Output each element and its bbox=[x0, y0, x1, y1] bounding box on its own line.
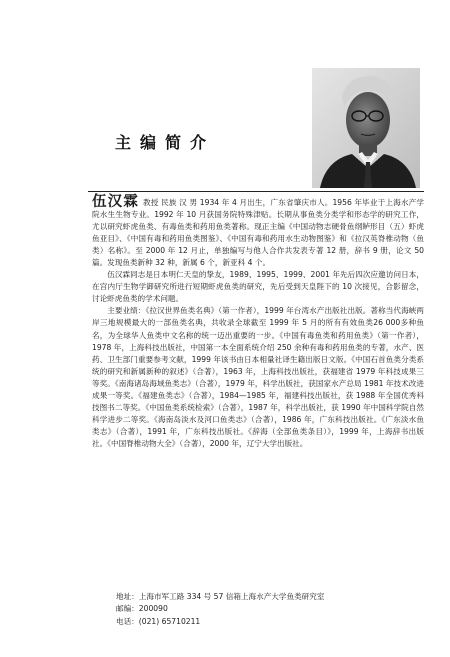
contact-phone: 电话：(021) 65710211 bbox=[116, 616, 201, 626]
contact-postcode: 邮编：200090 bbox=[116, 604, 168, 614]
bio-intro-paragraph bbox=[92, 193, 424, 269]
author-name: 伍汉霖 bbox=[92, 193, 139, 210]
portrait-image bbox=[312, 68, 420, 188]
bio-paragraph-2: 伍汉霖同志是日本明仁天皇的挚友，1989、1995、1999、2001 年先后四次应邀访问日本，在宫内厅生物学御研究所进行短期虾虎鱼类的研究，先后受到天皇陛下的 10 次接见，合影留念，讨论虾虎鱼类的学术问题。 bbox=[92, 270, 424, 304]
bio-paragraph-1: 1956 年毕业于上海水产学院水生生物专业。1992 年 10 月获国务院特殊津贴。长期从事鱼类分类学和形态学的研究工作，尤以研究虾虎鱼类、有毒鱼类和药用鱼类著称。现正主编《中国动物志硬骨鱼纲鲈形目（五）虾虎鱼亚目》、《中国有毒和药用鱼类图鉴》、《中国有毒和药用水生动物图鉴》和《拉汉英脊椎动物（鱼类）名称》。至 2000 年 12 月止，单独编写与他人合作共发表专著 12 册，辞书 9 册，论文 50 篇。发现鱼类新种 32 种，新属 6 个，新亚科 4 个。 bbox=[92, 198, 424, 268]
bio-body bbox=[92, 193, 424, 450]
divider bbox=[88, 191, 424, 192]
section-title: 主编简介 bbox=[115, 133, 216, 152]
contact-address: 地址：上海市军工路 334 号 57 信箱上海水产大学鱼类研究室 bbox=[116, 592, 325, 601]
author-portrait-photo bbox=[312, 68, 420, 188]
author-intro-line: 教授 民族 汉 男 1934 年 4 月出生，广东省肇庆市人。 bbox=[142, 198, 333, 207]
contact-block bbox=[116, 591, 416, 628]
bio-paragraph-3: 主要业绩：《拉汉世界鱼类名典》（第一作者），1999 年台湾水产出版社出版。著称当代海峡两岸三地规模最大的一部鱼类名典，共收录全球截至 1999 年 5 月的所有有效鱼类26 000多种鱼名，为全球华人鱼类中文名称的统一迈出重要的一步。《中国有毒鱼类和药用鱼类》（第一作者），1978 年，上海科技出版社，中国第一本全面系统介绍 250 余种有毒和药用鱼类的专著，水产、医药、卫生部门重要参考文献，1999 年该书由日本相量社译生籍出版日文版。《中国石首鱼类分类系统的研究和新属新种的叙述》（合著），1963 年，上海科技出版社，获福建省 1979 年科技成果三等奖。《南海诸岛海域鱼类志》（合著），1979 年，科学出版社，获国家水产总局 1981 年技术改进成果一等奖。《福建鱼类志》（合著），1984—1985 年，福建科技出版社，获 1988 年全国优秀科技图书二等奖。《中国鱼类系统检索》（合著），1987 年，科学出版社，获 1990 年中国科学院自然科学进步二等奖。《海南岛淡水及河口鱼类志》（合著），1986 年，广东科技出版社。《广东淡水鱼类志》（合著），1991 年，广东科技出版社。《辞海（全部鱼类条目）》，1999 年，上海辞书出版社。《中国脊椎动物大全》（合著），2000 年，辽宁大学出版社。 bbox=[92, 306, 424, 448]
